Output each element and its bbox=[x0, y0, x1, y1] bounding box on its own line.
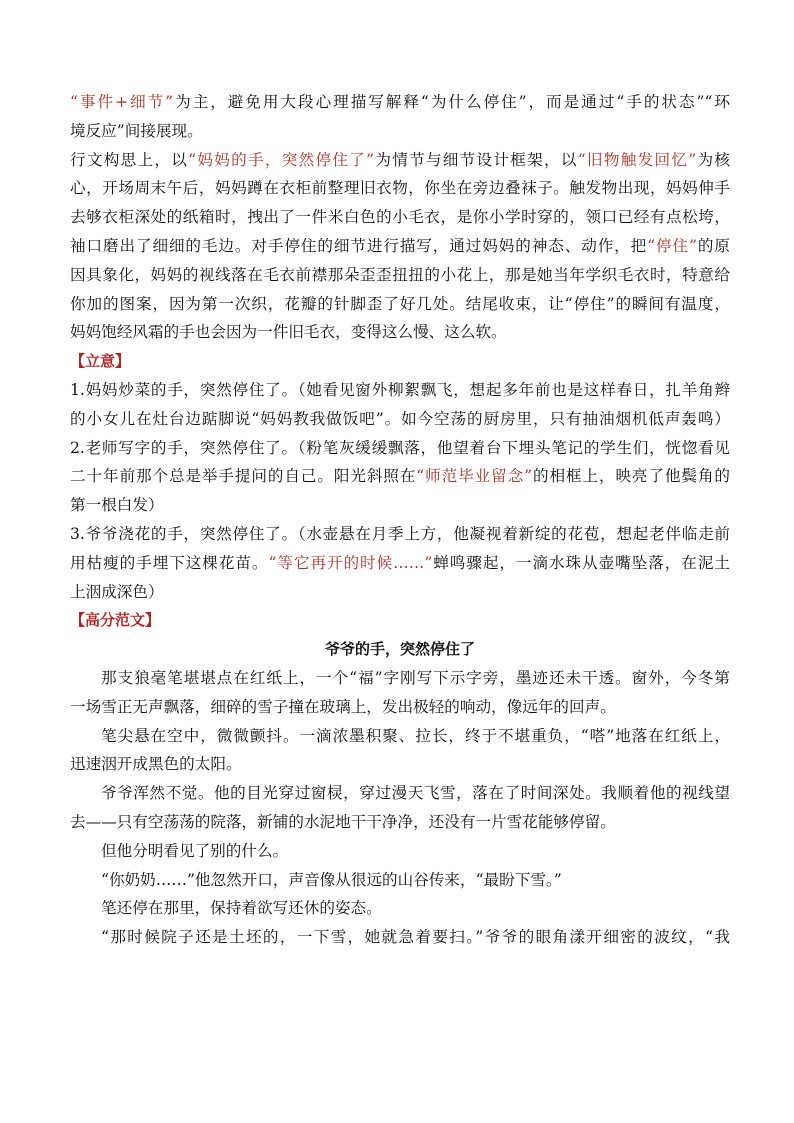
liyi-item-2-line-1: 2.老师写字的手，突然停住了。（粉笔灰缓缓飘落，他望着台下埋头笔记的学生们，恍惚看见 bbox=[70, 438, 730, 457]
liyi-item-1-line-2: 的小女儿在灶台边踮脚说“妈妈教我做饭吧”。如今空荡的厨房里，只有抽油烟机低声轰鸣） bbox=[70, 409, 730, 428]
essay-p3-line-2: 去——只有空荡荡的院落，新铺的水泥地干干净净，还没有一片雪花能够停留。 bbox=[70, 812, 616, 831]
essay-p4: 但他分明看见了别的什么。 bbox=[101, 841, 289, 860]
section-heading-liyi: 【立意】 bbox=[70, 352, 131, 371]
essay-p1-line-2: 一场雪正无声飘落，细碎的雪子撞在玻璃上，发出极轻的响动，像远年的回声。 bbox=[70, 697, 616, 716]
intro-line-4: 心，开场周末午后，妈妈蹲在衣柜前整理旧衣物，你坐在旁边叠袜子。触发物出现，妈妈伸手 bbox=[70, 179, 730, 198]
essay-p1-line-1: 那支狼毫笔堪堪点在红纸上，一个“福”字刚写下示字旁，墨迹还未干透。窗外，今冬第 bbox=[101, 668, 730, 687]
liyi-item-3-line-2: 用枯瘦的手埋下这棵花苗。“等它再开的时候……”蝉鸣骤起，一滴水珠从壶嘴坠落，在泥土 bbox=[70, 553, 730, 572]
liyi-item-1-line-1: 1.妈妈炒菜的手，突然停住了。（她看见窗外柳絮飘飞，想起多年前也是这样春日，扎羊角辫 bbox=[70, 380, 730, 399]
intro-line-3: 行文构思上，以“妈妈的手，突然停住了”为情节与细节设计框架，以“旧物触发回忆”为核 bbox=[70, 150, 730, 169]
intro-line-2: 境反应”间接展现。 bbox=[70, 121, 203, 140]
essay-p6: 笔还停在那里，保持着欲写还休的姿态。 bbox=[101, 899, 382, 918]
section-heading-fanwen: 【高分范文】 bbox=[70, 611, 161, 630]
essay-p5: “你奶奶……”他忽然开口，声音像从很远的山谷传来，“最盼下雪。” bbox=[101, 870, 562, 889]
liyi-item-2-line-3: 第一根白发） bbox=[70, 496, 164, 515]
intro-line-9: 妈妈饱经风霜的手也会因为一件旧毛衣，变得这么慢、这么软。 bbox=[70, 323, 507, 342]
essay-p7-line-1: “那时候院子还是土坯的，一下雪，她就急着要扫。”爷爷的眼角漾开细密的波纹，“我 bbox=[101, 928, 730, 947]
liyi-item-2-line-2: 二十年前那个总是举手提问的自己。阳光斜照在“师范毕业留念”的相框上，映亮了他鬓角的 bbox=[70, 467, 730, 486]
intro-line-1: “事件+细节”为主，避免用大段心理描写解释“为什么停住”，而是通过“手的状态”“环 bbox=[70, 93, 730, 111]
essay-title: 爷爷的手，突然停住了 bbox=[324, 640, 475, 659]
liyi-item-3-line-3: 上洇成深色） bbox=[70, 582, 164, 601]
intro-line-6: 袖口磨出了细细的毛边。对手停住的细节进行描写，通过妈妈的神态、动作，把“停住”的原 bbox=[70, 236, 730, 255]
intro-line-8: 你加的图案，因为第一次织，花瓣的针脚歪了好几处。结尾收束，让“停住”的瞬间有温度， bbox=[70, 294, 730, 313]
liyi-item-3-line-1: 3.爷爷浇花的手，突然停住了。（水壶悬在月季上方，他凝视着新绽的花苞，想起老伴临走前 bbox=[70, 524, 730, 543]
essay-p3-line-1: 爷爷浑然不觉。他的目光穿过窗棂，穿过漫天飞雪，落在了时间深处。我顺着他的视线望 bbox=[101, 784, 730, 803]
intro-line-7: 因具象化，妈妈的视线落在毛衣前襟那朵歪歪扭扭的小花上，那是她当年学织毛衣时，特意给 bbox=[70, 265, 730, 284]
document-page bbox=[70, 88, 730, 952]
essay-p2-line-1: 笔尖悬在空中，微微颤抖。一滴浓墨积聚、拉长，终于不堪重负，“嗒”地落在红纸上， bbox=[101, 726, 730, 745]
intro-line-5: 去够衣柜深处的纸箱时，拽出了一件米白色的小毛衣，是你小学时穿的，领口已经有点松垮， bbox=[70, 208, 730, 227]
essay-p2-line-2: 迅速洇开成黑色的太阳。 bbox=[70, 755, 242, 774]
